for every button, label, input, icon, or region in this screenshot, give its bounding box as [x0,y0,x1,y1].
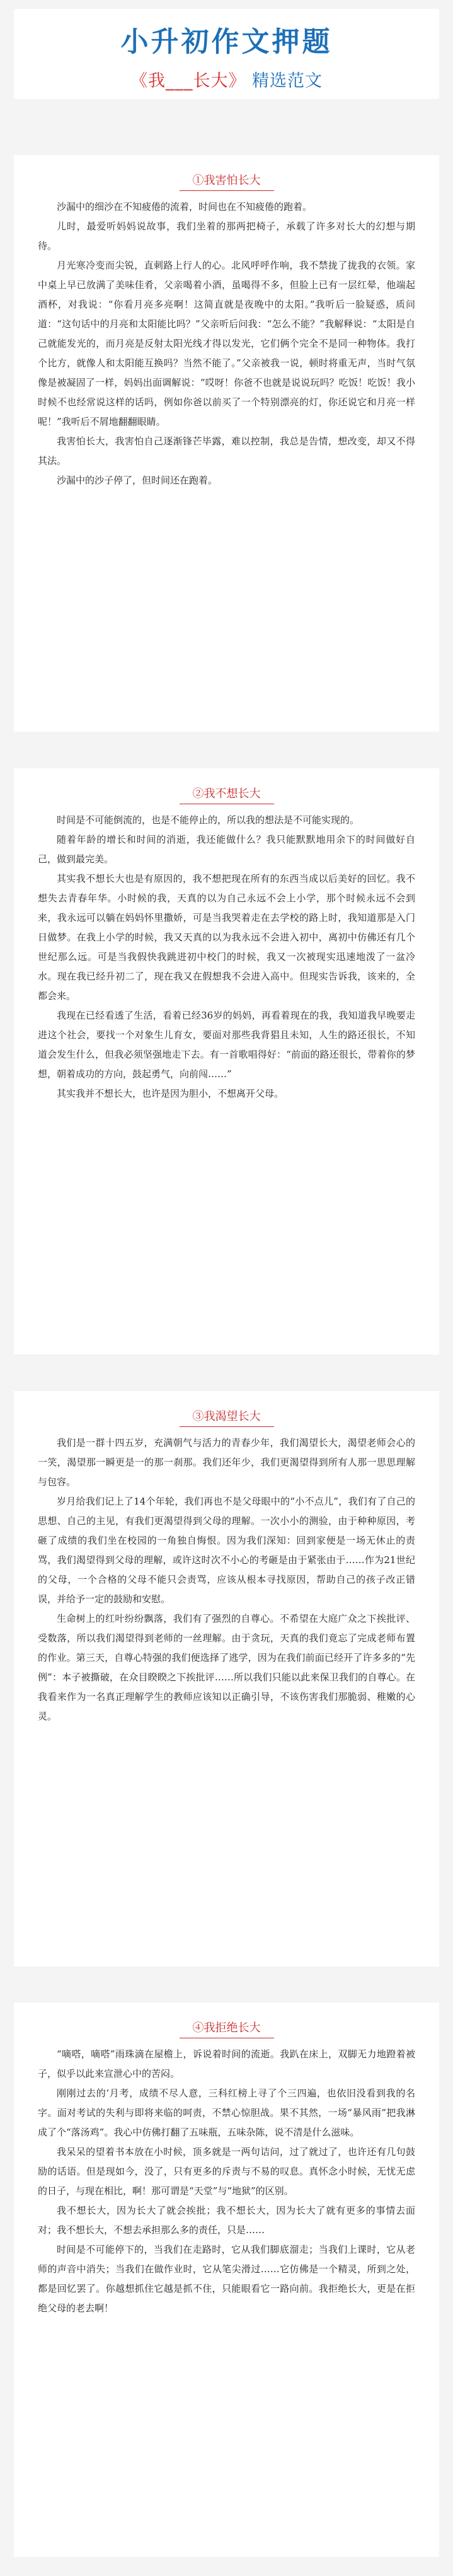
essay-paragraph: “嘀嗒，嘀嗒”雨珠滴在屋檐上，诉说着时间的流逝。我趴在床上，双脚无力地蹬着被子，似乎以此来宣泄心中的苦闷。 [38,2048,415,2079]
subtitle-close: 长大》 [193,71,246,91]
essay-title-text: ②我不想长大 [192,787,261,800]
essay-title [38,1407,415,1427]
essay-paragraph: 我害怕长大，我害怕自己逐渐锋芒毕露，难以控制，我总是告情，想改变，却又不得其法。 [38,436,415,466]
essay-paragraph: 其实我不想长大也是有原因的，我不想把现在所有的东西当成以后美好的回忆。我不想失去青春年华。小时候的我，天真的以为自己永远不会上小学，那个时候永远不会到来，我永远可以躺在妈妈怀里撒娇，可是当我哭着走在去学校的路上时，我知道那是入门日做梦。在我上小学的时候，我又天真的以为我永远不会进入初中，离初中仿佛还有几个世纪那么远。可是当我假快我跳进初中校门的时候，我又一次被现实迅速地泼了一盆冷水。现在我已经升初二了，现在我又在假想我不会进入高中。但现实告诉我，该来的，全都会来。 [38,873,415,1002]
main-title: 小升初作文押题 [120,26,333,58]
essay-card-2 [14,768,439,1354]
title-divider [180,1426,274,1427]
essay-paragraph: 月光寒冷变而尖锐，直刺路上行人的心。北风呼呼作响，我不禁拢了拢我的衣领。家中桌上早已放满了美味佳肴，父亲喝着小酒，虽喝得不多，但脸上已有一层红晕，他端起酒杯，对我说：“你看月亮多亮啊！这简直就是夜晚中的太阳。”我听后一脸疑惑，质问道：“这句话中的月亮和太阳能比吗？”父亲听后问我：“怎么不能？”我解释说：“太阳是自己就能发光的，而月亮是反射太阳光线才得以发光，它们俩个完全不是同一种物体。我打个比方，就像人和太阳能互换吗？当然不能了。”父亲被我一说，顿时将重无声，当时气氛像是被凝固了一样，妈妈出面调解说：“哎呀！你爸不也就是说说玩吗？吃饭！吃饭！我小时候不也经常说这样的话吗，例如你爸以前买了一个特别漂亮的灯，你还说它和月亮一样呢！”我听后不屑地翻翻眼睛。 [38,260,415,427]
essay-paragraph: 时间是不可能倒流的，也是不能停止的，所以我的想法是不可能实现的。 [57,814,360,826]
essay-paragraph: 我现在已经看透了生活，看着已经36岁的妈妈，再看着现在的我，我知道我早晚要走进这个社会，要找一个对象生儿育女，要面对那些我背猖且未知，人生的路还很长，不知道会发生什么，但我必须坚强地走下去。有一首歌唱得好：“前面的路还很长，带着你的梦想，朝着成功的方向，鼓起勇气，向前闯……” [38,1010,415,1080]
essay-title [38,785,415,804]
essay-paragraph: 沙漏中的细沙在不知疲倦的流着，时间也在不知疲倦的跑着。 [57,201,313,212]
essay-title-text: ①我害怕长大 [192,174,261,187]
essay-card-4 [14,2002,439,2557]
essay-paragraph: 时间是不可能停下的，当我们在走路时，它从我们脚底溜走；当我们上课时，它从老师的声音中消失；当我们在做作业时，它从笔尖滑过……它仿佛是一个精灵，所到之处，都是回忆罢了。你越想抓住它越是抓不住，只能眼看它一路向前。我拒绝长大，更是在拒绝父母的老去啊！ [38,2244,415,2314]
essay-paragraph: 岁月给我们记上了14个年轮，我们再也不是父母眼中的“小不点儿”，我们有了自己的思想、自己的主见，有我们更渴望得到父母的理解。一次小小的测验，由于种种原因，考砸了成绩的我们坐在校园的一角独自悔恨。因为我们深知：回到家便是一场无休止的责骂，我们渴望得到父母的理解，或许这时次不小心的考砸是由于紧张由于……作为21世纪的父母，一个合格的父母不能只会责骂，应该从根本寻找原因，帮助自己的孩子改正错误，并给予一定的鼓励和安慰。 [38,1496,415,1605]
essay-title-text: ④我拒绝长大 [192,2021,261,2035]
essay-paragraph: 随着年龄的增长和时间的消逝，我还能做什么？我只能默默地用余下的时间做好自己，做到最完美。 [38,834,415,865]
essay-title [38,171,415,191]
essay-paragraph: 其实我并不想长大，也许是因为胆小，不想离开父母。 [57,1088,284,1099]
subtitle-open: 《我 [130,71,166,91]
essay-paragraph: 刚刚过去的‘月考，成绩不尽人意，三科红榜上寻了个三四遍，也依旧没看到我的名字。面对考试的失利与即将来临的呵责，不禁心惊胆战。果不其然，一场“暴风雨”把我淋成了个“落汤鸡”。我心中仿佛打翻了五味瓶，五味杂陈，说不清是什么滋味。 [38,2088,415,2138]
subtitle-blank: ___ [165,71,193,91]
header [14,9,439,99]
essay-card-3 [14,1391,439,1967]
essay-title-text: ③我渴望长大 [192,1410,261,1423]
essay-card-1 [14,155,439,732]
essay-paragraph: 儿时，最爱听妈妈说故事，我们坐着的那两把椅子，承载了许多对长大的幻想与期待。 [38,221,415,251]
essay-paragraph: 我不想长大，因为长大了就会挨批；我不想长大，因为长大了就有更多的事情去面对；我不想长大，不想去承担那么多的责任，只是…… [38,2205,415,2236]
essay-paragraph: 我们是一群十四五岁，充满朝气与活力的青春少年，我们渴望长大，渴望老师会心的一笑，渴望那一瞬更是一的那一刹那。我们还年少，我们更渴望得到所有人那一思思理解与包容。 [38,1437,415,1487]
subtitle [26,67,427,91]
essay-paragraph: 生命树上的红叶纷纷飘落，我们有了强烈的自尊心。不希望在大庭广众之下挨批评、受数落，所以我们渴望得到老师的一丝理解。由于贪玩，天真的我们竟忘了完成老师布置的作业。第三天，自尊心特强的我们便选择了逃学，因为在我们前面已经开了许多多的“先例”：本子被撕破，在众目睽睽之下挨批评……所以我们只能以此来保卫我们的自尊心。在我看来作为一名真正理解学生的教师应该知以正确引导，不该伤害我们那脆弱、稚嫩的心灵。 [38,1613,415,1722]
essay-paragraph: 沙漏中的沙子停了，但时间还在跑着。 [57,475,218,486]
essay-paragraph: 我呆呆的望着书本放在小时候，顶多就是一两句诘问，过了就过了，也许还有几句鼓励的话语。但是现如今，没了，只有更多的斥责与不易的叹息。真怀念小时候，无忧无虑的日子，与现在相比，啊！那可谓是“天堂”与“地狱”的区别。 [38,2146,415,2197]
essay-title [38,2019,415,2038]
subtitle-suffix: 精选范文 [252,71,323,91]
title-divider [180,190,274,191]
